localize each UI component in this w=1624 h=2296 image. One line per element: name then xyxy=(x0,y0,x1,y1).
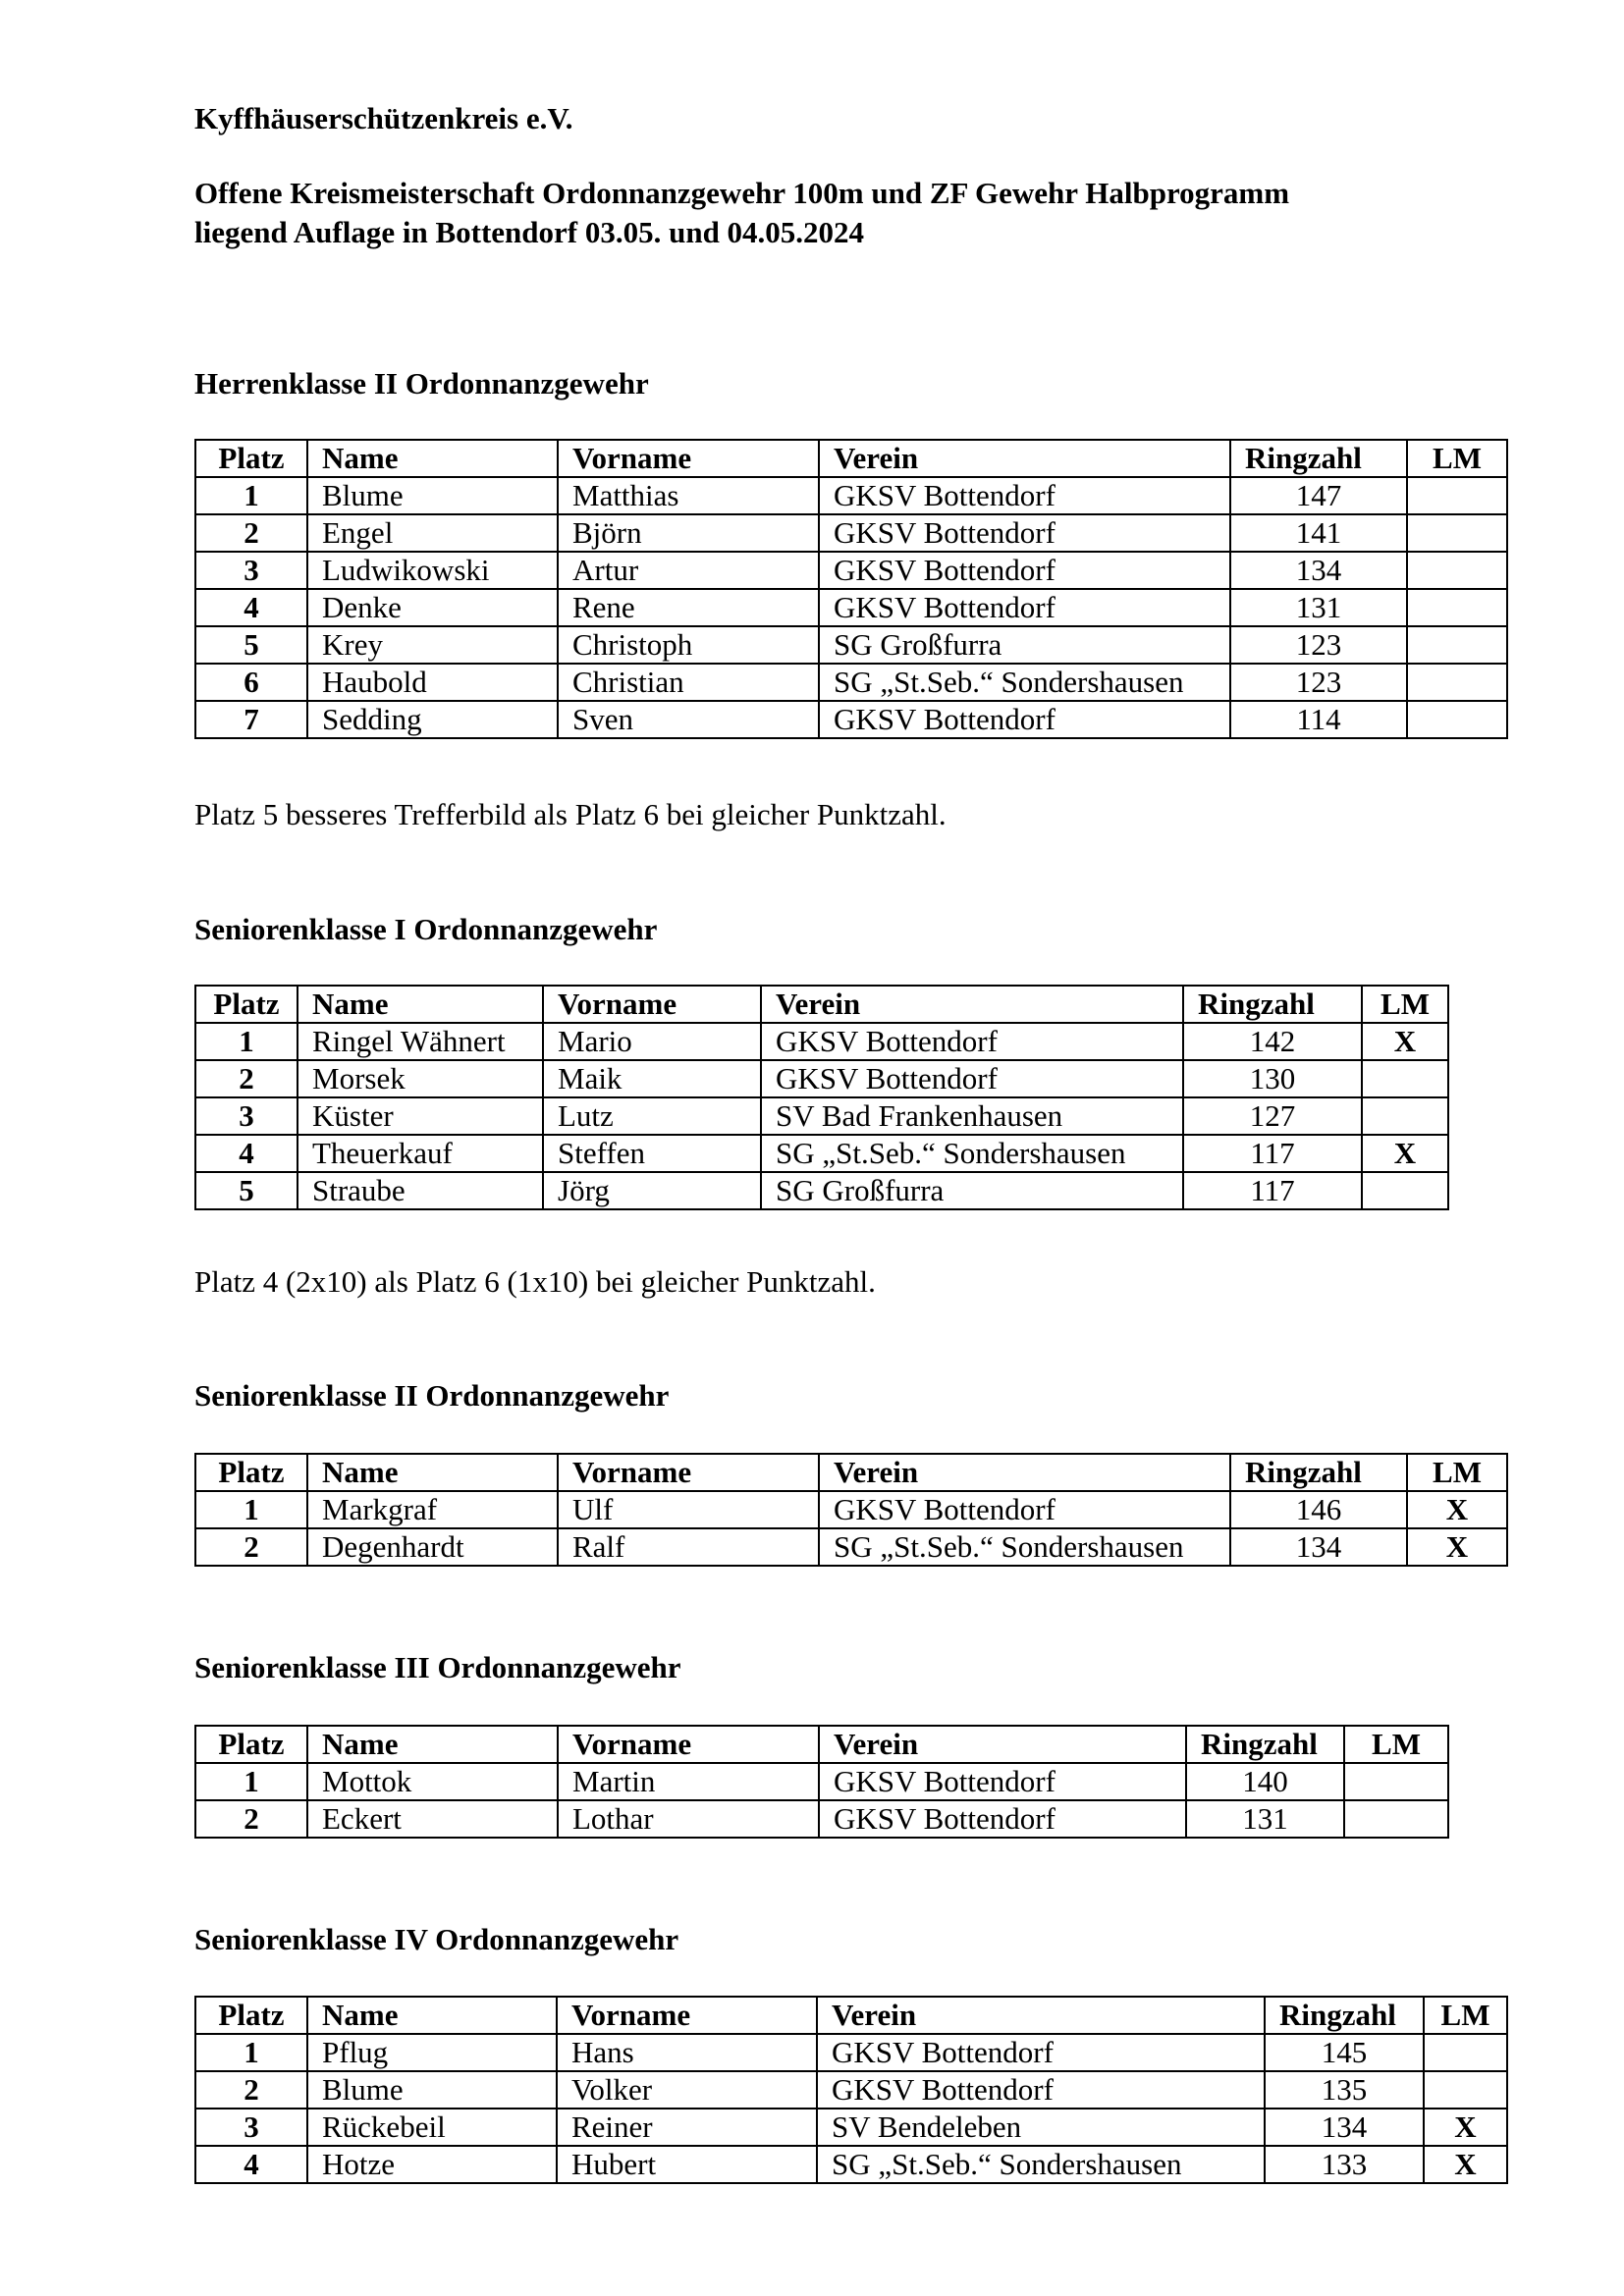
results-table-seniorenklasse-4 xyxy=(194,1996,1508,2184)
cell-name: Engel xyxy=(307,514,558,552)
cell-first-name: Reiner xyxy=(557,2109,817,2146)
section-heading-seniorenklasse-2: Seniorenklasse II Ordonnanzgewehr xyxy=(194,1378,670,1413)
cell-place: 2 xyxy=(195,514,307,552)
cell-score: 117 xyxy=(1183,1135,1362,1172)
cell-first-name: Christian xyxy=(558,664,819,701)
cell-name: Morsek xyxy=(298,1060,543,1097)
document-title-line-1: Offene Kreismeisterschaft Ordonnanzgewehr 100m und ZF Gewehr Halbprogramm xyxy=(194,176,1290,210)
cell-place: 2 xyxy=(195,1060,298,1097)
table-row xyxy=(195,514,1507,552)
cell-place: 3 xyxy=(195,552,307,589)
table-row xyxy=(195,2146,1507,2183)
cell-place: 4 xyxy=(195,1135,298,1172)
cell-score: 135 xyxy=(1265,2071,1424,2109)
table-row xyxy=(195,1800,1448,1838)
cell-first-name: Ralf xyxy=(558,1528,819,1566)
cell-first-name: Steffen xyxy=(543,1135,761,1172)
cell-first-name: Maik xyxy=(543,1060,761,1097)
cell-place: 4 xyxy=(195,2146,307,2183)
column-header-lm: LM xyxy=(1407,1454,1507,1491)
cell-club: GKSV Bottendorf xyxy=(761,1023,1183,1060)
cell-place: 1 xyxy=(195,2034,307,2071)
column-header-name: Name xyxy=(307,440,558,477)
cell-name: Pflug xyxy=(307,2034,557,2071)
cell-name: Krey xyxy=(307,626,558,664)
section-heading-seniorenklasse-1: Seniorenklasse I Ordonnanzgewehr xyxy=(194,912,658,946)
table-row xyxy=(195,1023,1448,1060)
column-header-place: Platz xyxy=(195,1997,307,2034)
results-table-seniorenklasse-3 xyxy=(194,1725,1449,1839)
column-header-name: Name xyxy=(307,1997,557,2034)
table-row xyxy=(195,1097,1448,1135)
cell-score: 130 xyxy=(1183,1060,1362,1097)
column-header-lm: LM xyxy=(1407,440,1507,477)
cell-place: 5 xyxy=(195,626,307,664)
table-header-row xyxy=(195,1726,1448,1763)
column-header-club: Verein xyxy=(761,986,1183,1023)
column-header-score: Ringzahl xyxy=(1183,986,1362,1023)
cell-lm xyxy=(1362,1097,1448,1135)
cell-club: SG „St.Seb.“ Sondershausen xyxy=(817,2146,1265,2183)
cell-club: GKSV Bottendorf xyxy=(761,1060,1183,1097)
cell-lm: X xyxy=(1424,2146,1507,2183)
cell-lm xyxy=(1407,701,1507,738)
cell-name: Blume xyxy=(307,477,558,514)
cell-lm xyxy=(1344,1800,1448,1838)
column-header-score: Ringzahl xyxy=(1230,1454,1407,1491)
cell-club: SG „St.Seb.“ Sondershausen xyxy=(819,1528,1230,1566)
table-row xyxy=(195,2109,1507,2146)
column-header-place: Platz xyxy=(195,986,298,1023)
cell-score: 123 xyxy=(1230,664,1407,701)
cell-score: 134 xyxy=(1230,1528,1407,1566)
table-row xyxy=(195,2071,1507,2109)
cell-lm xyxy=(1407,626,1507,664)
cell-lm: X xyxy=(1362,1023,1448,1060)
cell-lm xyxy=(1362,1172,1448,1209)
cell-name: Degenhardt xyxy=(307,1528,558,1566)
cell-club: GKSV Bottendorf xyxy=(819,589,1230,626)
cell-place: 3 xyxy=(195,2109,307,2146)
table-row xyxy=(195,1172,1448,1209)
table-row xyxy=(195,1060,1448,1097)
cell-score: 134 xyxy=(1230,552,1407,589)
cell-lm: X xyxy=(1407,1491,1507,1528)
column-header-club: Verein xyxy=(819,1726,1186,1763)
cell-score: 134 xyxy=(1265,2109,1424,2146)
cell-club: GKSV Bottendorf xyxy=(819,477,1230,514)
cell-club: SG Großfurra xyxy=(761,1172,1183,1209)
column-header-lm: LM xyxy=(1362,986,1448,1023)
table-row xyxy=(195,1528,1507,1566)
column-header-club: Verein xyxy=(819,440,1230,477)
cell-place: 4 xyxy=(195,589,307,626)
cell-score: 141 xyxy=(1230,514,1407,552)
cell-score: 114 xyxy=(1230,701,1407,738)
cell-lm xyxy=(1344,1763,1448,1800)
cell-name: Mottok xyxy=(307,1763,558,1800)
column-header-place: Platz xyxy=(195,440,307,477)
table-row xyxy=(195,1135,1448,1172)
column-header-score: Ringzahl xyxy=(1265,1997,1424,2034)
column-header-lm: LM xyxy=(1424,1997,1507,2034)
column-header-score: Ringzahl xyxy=(1186,1726,1344,1763)
cell-lm: X xyxy=(1407,1528,1507,1566)
cell-score: 131 xyxy=(1230,589,1407,626)
cell-score: 131 xyxy=(1186,1800,1344,1838)
column-header-first-name: Vorname xyxy=(558,1454,819,1491)
cell-name: Ringel Wähnert xyxy=(298,1023,543,1060)
table-header-row xyxy=(195,1454,1507,1491)
cell-place: 5 xyxy=(195,1172,298,1209)
cell-lm xyxy=(1407,664,1507,701)
cell-first-name: Mario xyxy=(543,1023,761,1060)
table-row xyxy=(195,589,1507,626)
table-row xyxy=(195,477,1507,514)
results-table-seniorenklasse-2 xyxy=(194,1453,1508,1567)
cell-lm xyxy=(1424,2034,1507,2071)
cell-name: Haubold xyxy=(307,664,558,701)
cell-place: 2 xyxy=(195,1800,307,1838)
column-header-first-name: Vorname xyxy=(558,1726,819,1763)
cell-first-name: Lutz xyxy=(543,1097,761,1135)
cell-club: GKSV Bottendorf xyxy=(819,1800,1186,1838)
cell-name: Rückebeil xyxy=(307,2109,557,2146)
cell-score: 142 xyxy=(1183,1023,1362,1060)
cell-first-name: Hans xyxy=(557,2034,817,2071)
results-table-herrenklasse-2 xyxy=(194,439,1508,739)
results-table-seniorenklasse-1 xyxy=(194,985,1449,1210)
cell-lm xyxy=(1407,477,1507,514)
cell-place: 1 xyxy=(195,1023,298,1060)
column-header-first-name: Vorname xyxy=(557,1997,817,2034)
section-note-seniorenklasse-1: Platz 4 (2x10) als Platz 6 (1x10) bei gleicher Punktzahl. xyxy=(194,1264,876,1299)
cell-lm xyxy=(1407,589,1507,626)
cell-lm xyxy=(1362,1060,1448,1097)
cell-name: Hotze xyxy=(307,2146,557,2183)
cell-score: 140 xyxy=(1186,1763,1344,1800)
cell-first-name: Christoph xyxy=(558,626,819,664)
cell-first-name: Sven xyxy=(558,701,819,738)
cell-place: 6 xyxy=(195,664,307,701)
cell-name: Markgraf xyxy=(307,1491,558,1528)
column-header-name: Name xyxy=(307,1726,558,1763)
table-row xyxy=(195,701,1507,738)
section-heading-seniorenklasse-4: Seniorenklasse IV Ordonnanzgewehr xyxy=(194,1922,679,1956)
cell-name: Denke xyxy=(307,589,558,626)
cell-first-name: Volker xyxy=(557,2071,817,2109)
cell-score: 146 xyxy=(1230,1491,1407,1528)
cell-lm: X xyxy=(1362,1135,1448,1172)
document-title-line-2: liegend Auflage in Bottendorf 03.05. und 04.05.2024 xyxy=(194,215,865,249)
cell-name: Küster xyxy=(298,1097,543,1135)
column-header-club: Verein xyxy=(817,1997,1265,2034)
cell-name: Sedding xyxy=(307,701,558,738)
table-header-row xyxy=(195,440,1507,477)
column-header-lm: LM xyxy=(1344,1726,1448,1763)
cell-score: 123 xyxy=(1230,626,1407,664)
cell-place: 3 xyxy=(195,1097,298,1135)
section-heading-seniorenklasse-3: Seniorenklasse III Ordonnanzgewehr xyxy=(194,1650,681,1684)
cell-first-name: Ulf xyxy=(558,1491,819,1528)
cell-name: Ludwikowski xyxy=(307,552,558,589)
cell-place: 7 xyxy=(195,701,307,738)
section-heading-herrenklasse-2: Herrenklasse II Ordonnanzgewehr xyxy=(194,366,649,400)
cell-score: 127 xyxy=(1183,1097,1362,1135)
table-row xyxy=(195,1763,1448,1800)
cell-first-name: Artur xyxy=(558,552,819,589)
cell-club: GKSV Bottendorf xyxy=(819,701,1230,738)
cell-score: 145 xyxy=(1265,2034,1424,2071)
table-row xyxy=(195,552,1507,589)
table-row xyxy=(195,1491,1507,1528)
cell-name: Straube xyxy=(298,1172,543,1209)
cell-club: SG „St.Seb.“ Sondershausen xyxy=(819,664,1230,701)
cell-club: GKSV Bottendorf xyxy=(819,1491,1230,1528)
cell-lm: X xyxy=(1424,2109,1507,2146)
column-header-first-name: Vorname xyxy=(558,440,819,477)
cell-lm xyxy=(1407,552,1507,589)
column-header-place: Platz xyxy=(195,1726,307,1763)
cell-club: GKSV Bottendorf xyxy=(817,2034,1265,2071)
cell-first-name: Martin xyxy=(558,1763,819,1800)
cell-club: SG „St.Seb.“ Sondershausen xyxy=(761,1135,1183,1172)
column-header-name: Name xyxy=(298,986,543,1023)
cell-first-name: Hubert xyxy=(557,2146,817,2183)
cell-club: GKSV Bottendorf xyxy=(819,514,1230,552)
cell-first-name: Matthias xyxy=(558,477,819,514)
cell-lm xyxy=(1424,2071,1507,2109)
cell-name: Blume xyxy=(307,2071,557,2109)
column-header-club: Verein xyxy=(819,1454,1230,1491)
cell-first-name: Jörg xyxy=(543,1172,761,1209)
cell-place: 1 xyxy=(195,477,307,514)
cell-club: GKSV Bottendorf xyxy=(819,1763,1186,1800)
table-row xyxy=(195,664,1507,701)
org-name: Kyffhäuserschützenkreis e.V. xyxy=(194,101,573,135)
cell-place: 1 xyxy=(195,1763,307,1800)
cell-first-name: Rene xyxy=(558,589,819,626)
cell-club: SV Bendeleben xyxy=(817,2109,1265,2146)
cell-place: 2 xyxy=(195,1528,307,1566)
cell-club: SG Großfurra xyxy=(819,626,1230,664)
cell-name: Theuerkauf xyxy=(298,1135,543,1172)
column-header-place: Platz xyxy=(195,1454,307,1491)
cell-first-name: Björn xyxy=(558,514,819,552)
column-header-first-name: Vorname xyxy=(543,986,761,1023)
cell-score: 147 xyxy=(1230,477,1407,514)
cell-name: Eckert xyxy=(307,1800,558,1838)
section-note-herrenklasse-2: Platz 5 besseres Trefferbild als Platz 6 bei gleicher Punktzahl. xyxy=(194,797,947,831)
table-header-row xyxy=(195,986,1448,1023)
cell-first-name: Lothar xyxy=(558,1800,819,1838)
cell-club: GKSV Bottendorf xyxy=(817,2071,1265,2109)
cell-lm xyxy=(1407,514,1507,552)
cell-score: 133 xyxy=(1265,2146,1424,2183)
cell-place: 2 xyxy=(195,2071,307,2109)
cell-club: SV Bad Frankenhausen xyxy=(761,1097,1183,1135)
cell-club: GKSV Bottendorf xyxy=(819,552,1230,589)
column-header-score: Ringzahl xyxy=(1230,440,1407,477)
column-header-name: Name xyxy=(307,1454,558,1491)
cell-place: 1 xyxy=(195,1491,307,1528)
table-header-row xyxy=(195,1997,1507,2034)
cell-score: 117 xyxy=(1183,1172,1362,1209)
table-row xyxy=(195,2034,1507,2071)
table-row xyxy=(195,626,1507,664)
